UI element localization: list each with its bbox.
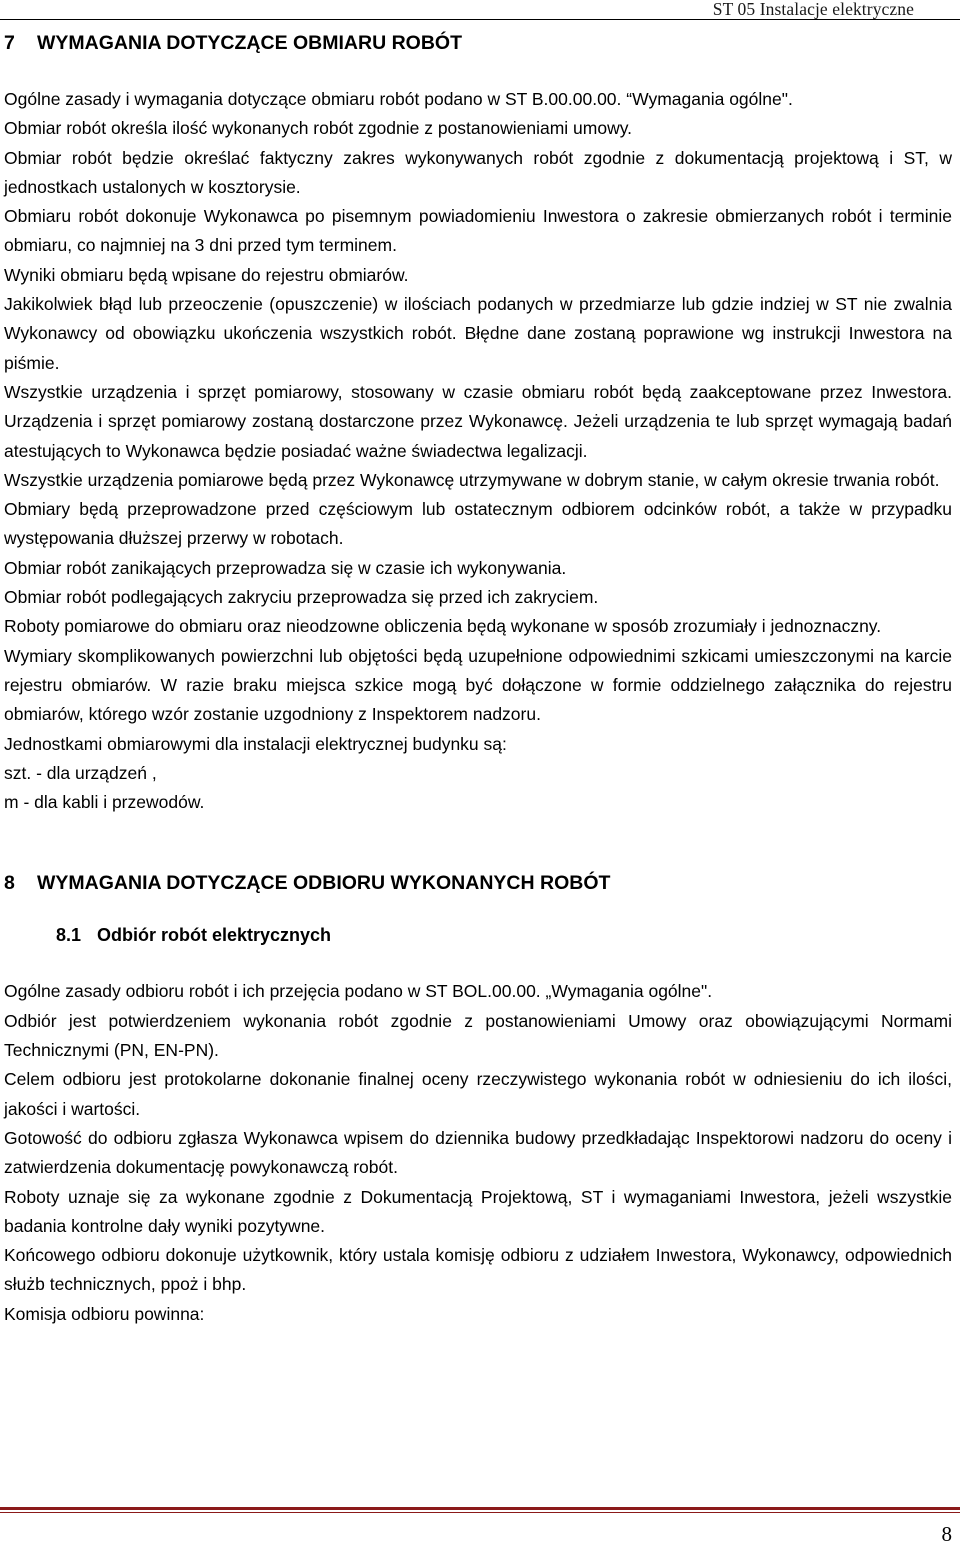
paragraph: Jednostkami obmiarowymi dla instalacji elektrycznej budynku są: — [4, 733, 507, 754]
paragraph: Wyniki obmiaru będą wpisane do rejestru obmiarów. — [4, 264, 409, 285]
paragraph: Obmiaru robót dokonuje Wykonawca po pisemnym powiadomieniu Inwestora o zakresie obmierzanych robót i terminie obmiaru, co najmniej na 3 dni przed tym terminem. — [4, 206, 952, 256]
paragraph: Wymiary skomplikowanych powierzchni lub objętości będą uzupełnione odpowiednimi szkicami umieszczonymi na karcie rejestru obmiarów. W razie braku miejsca szkice mogą być dołączone w formie oddzielnego załącznika do rejestru obmiarów, którego wzór zostanie uzgodniony z Inspektorem nadzoru. — [4, 645, 952, 725]
page-content — [4, 28, 952, 1329]
paragraph: Obmiar robót podlegających zakryciu przeprowadza się przed ich zakryciem. — [4, 587, 599, 608]
section-7-heading — [4, 28, 952, 58]
paragraph: Ogólne zasady odbioru robót i ich przejęcia podano w ST BOL.00.00. „Wymagania ogólne". — [4, 981, 713, 1002]
unit-list-item: m - dla kabli i przewodów. — [4, 792, 205, 813]
paragraph: Końcowego odbioru dokonuje użytkownik, który ustala komisję odbioru z udziałem Inwestora, Wykonawcy, odpowiednich służb technicznych, ppoż i bhp. — [4, 1245, 952, 1295]
paragraph: Celem odbioru jest protokolarne dokonanie finalnej oceny rzeczywistego wykonania robót w odniesieniu do ich ilości, jakości i wartości. — [4, 1069, 952, 1119]
paragraph: Roboty pomiarowe do obmiaru oraz nieodzowne obliczenia będą wykonane w sposób zrozumiały i jednoznaczny. — [4, 616, 882, 637]
document-reference: ST 05 Instalacje elektryczne — [712, 0, 914, 19]
paragraph: Wszystkie urządzenia i sprzęt pomiarowy, stosowany w czasie obmiaru robót będą zaakceptowane przez Inwestora. Urządzenia i sprzęt pomiarowy zostaną dostarczone przez Wykonawcę. Jeżeli urządzenia te lub sprzęt wymagają badań atestujących to Wykonawca będzie posiadać ważne świadectwa legalizacji. — [4, 381, 952, 461]
paragraph: Gotowość do odbioru zgłasza Wykonawca wpisem do dziennika budowy przedkładając Inspektorowi nadzoru do oceny i zatwierdzenia dokumentację powykonawczą robót. — [4, 1127, 952, 1178]
paragraph: Obmiary będą przeprowadzone przed częściowym lub ostatecznym odbiorem odcinków robót, a także w przypadku występowania dłuższej przerwy w robotach. — [4, 499, 952, 549]
paragraph: Obmiar robót określa ilość wykonanych robót zgodnie z postanowieniami umowy. — [4, 118, 633, 139]
subsection-8-1-heading — [56, 920, 952, 950]
section-8-number: 8 — [4, 872, 15, 895]
paragraph: Roboty uznaje się za wykonane zgodnie z Dokumentacją Projektową, ST i wymaganiami Inwestora, jeżeli wszystkie badania kontrolne dały wyniki pozytywne. — [4, 1186, 952, 1236]
section-7-title: WYMAGANIA DOTYCZĄCE OBMIARU ROBÓT — [37, 32, 463, 54]
section-8-heading — [4, 868, 952, 898]
paragraph: Ogólne zasady i wymagania dotyczące obmiaru robót podano w ST B.00.00.00. “Wymagania ogólne". — [4, 89, 793, 109]
header-rule — [0, 19, 960, 20]
footer-rule — [0, 1507, 960, 1510]
paragraph: Obmiar robót będzie określać faktyczny zakres wykonywanych robót zgodnie z dokumentacją projektową i ST, w jednostkach ustalonych w kosztorysie. — [4, 147, 952, 197]
footer-rule-thin — [0, 1512, 960, 1513]
section-7-number: 7 — [4, 32, 15, 54]
paragraph: Komisja odbioru powinna: — [4, 1303, 205, 1324]
page-number: 8 — [941, 1522, 952, 1546]
paragraph: Wszystkie urządzenia pomiarowe będą przez Wykonawcę utrzymywane w dobrym stanie, w całym okresie trwania robót. — [4, 469, 940, 490]
unit-list-item: szt. - dla urządzeń , — [4, 762, 157, 783]
subsection-number: 8.1 — [56, 925, 82, 946]
subsection-title: Odbiór robót elektrycznych — [97, 925, 332, 946]
section-8-title: WYMAGANIA DOTYCZĄCE ODBIORU WYKONANYCH ROBÓT — [37, 872, 611, 895]
paragraph: Odbiór jest potwierdzeniem wykonania robót zgodnie z postanowieniami Umowy oraz obowiązującymi Normami Technicznymi (PN, EN-PN). — [4, 1010, 952, 1061]
paragraph: Obmiar robót zanikających przeprowadza się w czasie ich wykonywania. — [4, 557, 567, 578]
paragraph: Jakikolwiek błąd lub przeoczenie (opuszczenie) w ilościach podanych w przedmiarze lub gdzie indziej w ST nie zwalnia Wykonawcy od obowiązku ukończenia wszystkich robót. Błędne dane zostaną poprawione wg instrukcji Inwestora na piśmie. — [4, 294, 952, 373]
